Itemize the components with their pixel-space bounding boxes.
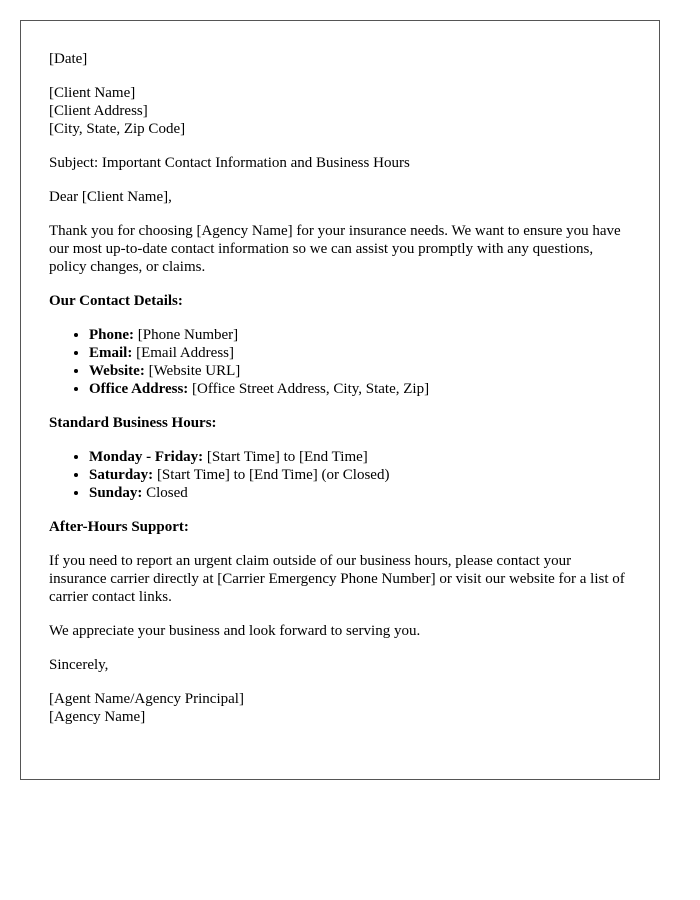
closing-paragraph: We appreciate your business and look forward to serving you. [49,623,421,639]
contact-heading: Our Contact Details: [49,293,183,309]
contact-label: Office Address: [89,381,189,397]
contact-value: [Office Street Address, City, State, Zip] [192,381,430,397]
intro-paragraph: Thank you for choosing [Agency Name] for your insurance needs. We want to ensure you have our most up-to-date contact information so we can assist you promptly with any questions, policy changes, or claims. [49,223,621,275]
contact-list [49,326,631,398]
contact-value: [Email Address] [136,345,234,361]
hours-list [49,448,631,502]
after-hours-paragraph: If you need to report an urgent claim outside of our business hours, please contact your insurance carrier directly at [Carrier Emergency Phone Number] or visit our website for a list of carrier contact links. [49,553,625,605]
hours-item-weekdays [89,448,631,466]
letter-salutation: Dear [Client Name], [49,189,172,205]
contact-value: [Phone Number] [137,327,239,343]
letter-subject: Subject: Important Contact Information and Business Hours [49,155,410,171]
hours-label: Sunday: [89,485,143,501]
contact-label: Website: [89,363,145,379]
contact-item-phone [89,326,631,344]
letter-page [20,20,660,780]
hours-value: Closed [146,485,188,501]
hours-value: [Start Time] to [End Time] [206,449,368,465]
hours-item-sunday [89,484,631,502]
recipient-city-state-zip: [City, State, Zip Code] [49,121,186,137]
contact-item-email [89,344,631,362]
contact-value: [Website URL] [148,363,241,379]
contact-item-website [89,362,631,380]
hours-value: [Start Time] to [End Time] (or Closed) [156,467,390,483]
hours-item-saturday [89,466,631,484]
signature-block [49,690,631,726]
hours-label: Monday - Friday: [89,449,204,465]
contact-label: Phone: [89,327,134,343]
after-hours-heading: After-Hours Support: [49,519,189,535]
hours-heading: Standard Business Hours: [49,415,217,431]
letter-date: [Date] [49,51,88,67]
signature-agency: [Agency Name] [49,709,146,725]
recipient-address: [Client Address] [49,103,148,119]
hours-label: Saturday: [89,467,154,483]
recipient-block [49,84,631,138]
sign-off: Sincerely, [49,657,109,673]
contact-label: Email: [89,345,133,361]
signature-agent: [Agent Name/Agency Principal] [49,691,244,707]
recipient-name: [Client Name] [49,85,136,101]
contact-item-office-address [89,380,631,398]
